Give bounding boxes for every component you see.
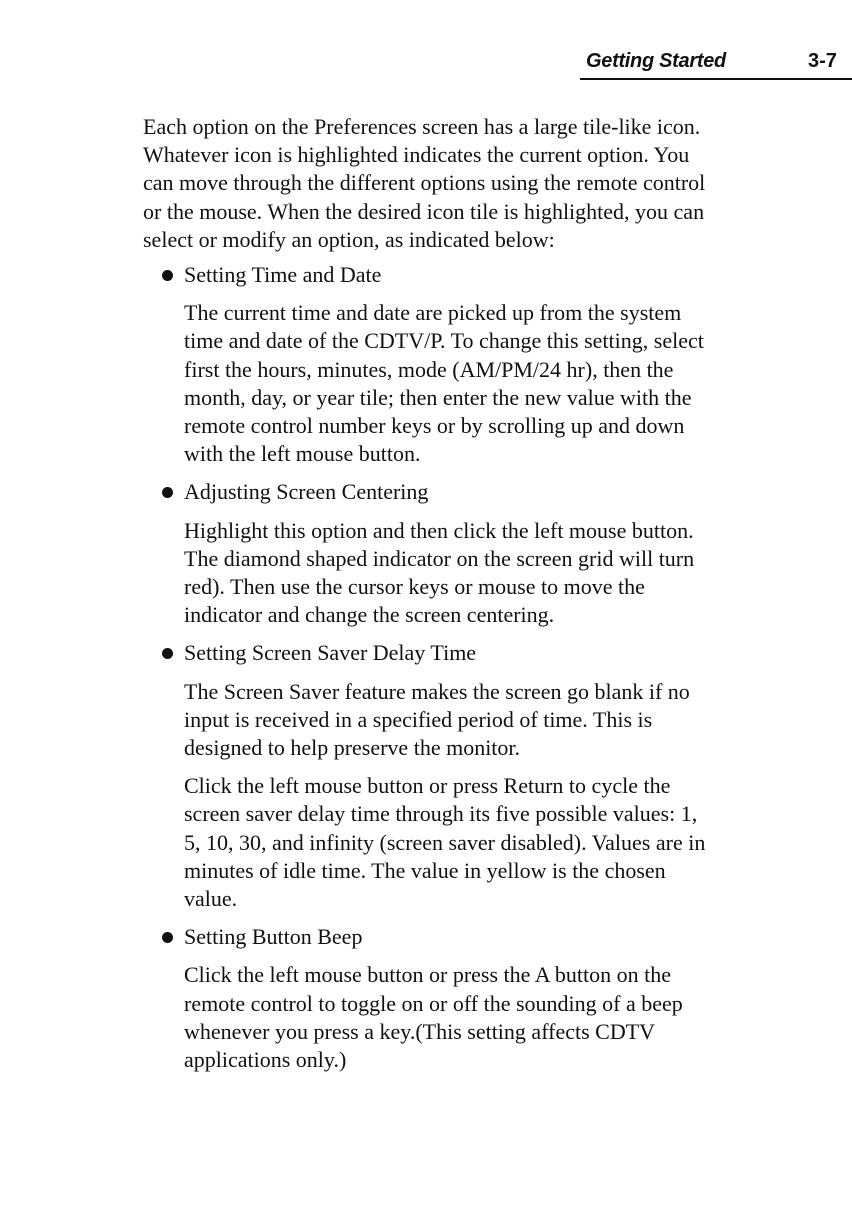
bullet-icon <box>162 270 173 281</box>
option-title: Adjusting Screen Centering <box>184 479 429 505</box>
section-title: Getting Started <box>586 50 726 72</box>
option-description: The current time and date are picked up from the system time and date of the CDTV/P. To change this setting, select first the hours, minutes, mode (AM/PM/24 hr), then the month, day, or year tile; then enter the new value with the remote control number keys or by scrolling up and down with the left mouse button. <box>184 300 704 467</box>
option-title: Setting Screen Saver Delay Time <box>184 640 477 666</box>
option-description: The Screen Saver feature makes the screen go blank if no input is received in a specified period of time. This is designed to help preserve the monitor. <box>184 678 690 761</box>
option-description: Highlight this option and then click the left mouse button. The diamond shaped indicator on the screen grid will turn red). Then use the cursor keys or mouse to move the indicator and change the screen centering. <box>184 517 695 628</box>
options-list <box>143 261 743 1074</box>
list-item-screen-centering <box>143 478 743 629</box>
intro-paragraph: Each option on the Preferences screen has a large tile-like icon. Whatever icon is highlighted indicates the current option. You can move through the different options using the remote control or the mouse. When the desired icon tile is highlighted, you can select or modify an option, as indicated below: <box>143 114 706 252</box>
header-rule <box>580 78 852 80</box>
bullet-icon <box>162 932 173 943</box>
option-description: Click the left mouse button or press Return to cycle the screen saver delay time through its five possible values: 1, 5, 10, 30, and infinity (screen saver disabled). Values are in minutes of idle time. The value in yellow is the chosen value. <box>184 773 706 912</box>
option-title: Setting Button Beep <box>184 924 363 950</box>
page-content <box>143 113 743 1084</box>
list-item-screen-saver <box>143 639 743 913</box>
option-title: Setting Time and Date <box>184 262 382 288</box>
running-header <box>440 48 852 80</box>
list-item-button-beep <box>143 923 743 1074</box>
option-description: Click the left mouse button or press the A button on the remote control to toggle on or off the sounding of a beep whenever you press a key.(This setting affects CDTV applications only.) <box>184 962 683 1073</box>
list-item-time-date <box>143 261 743 468</box>
bullet-icon <box>162 487 173 498</box>
bullet-icon <box>162 648 173 659</box>
page-number: 3-7 <box>808 50 837 72</box>
